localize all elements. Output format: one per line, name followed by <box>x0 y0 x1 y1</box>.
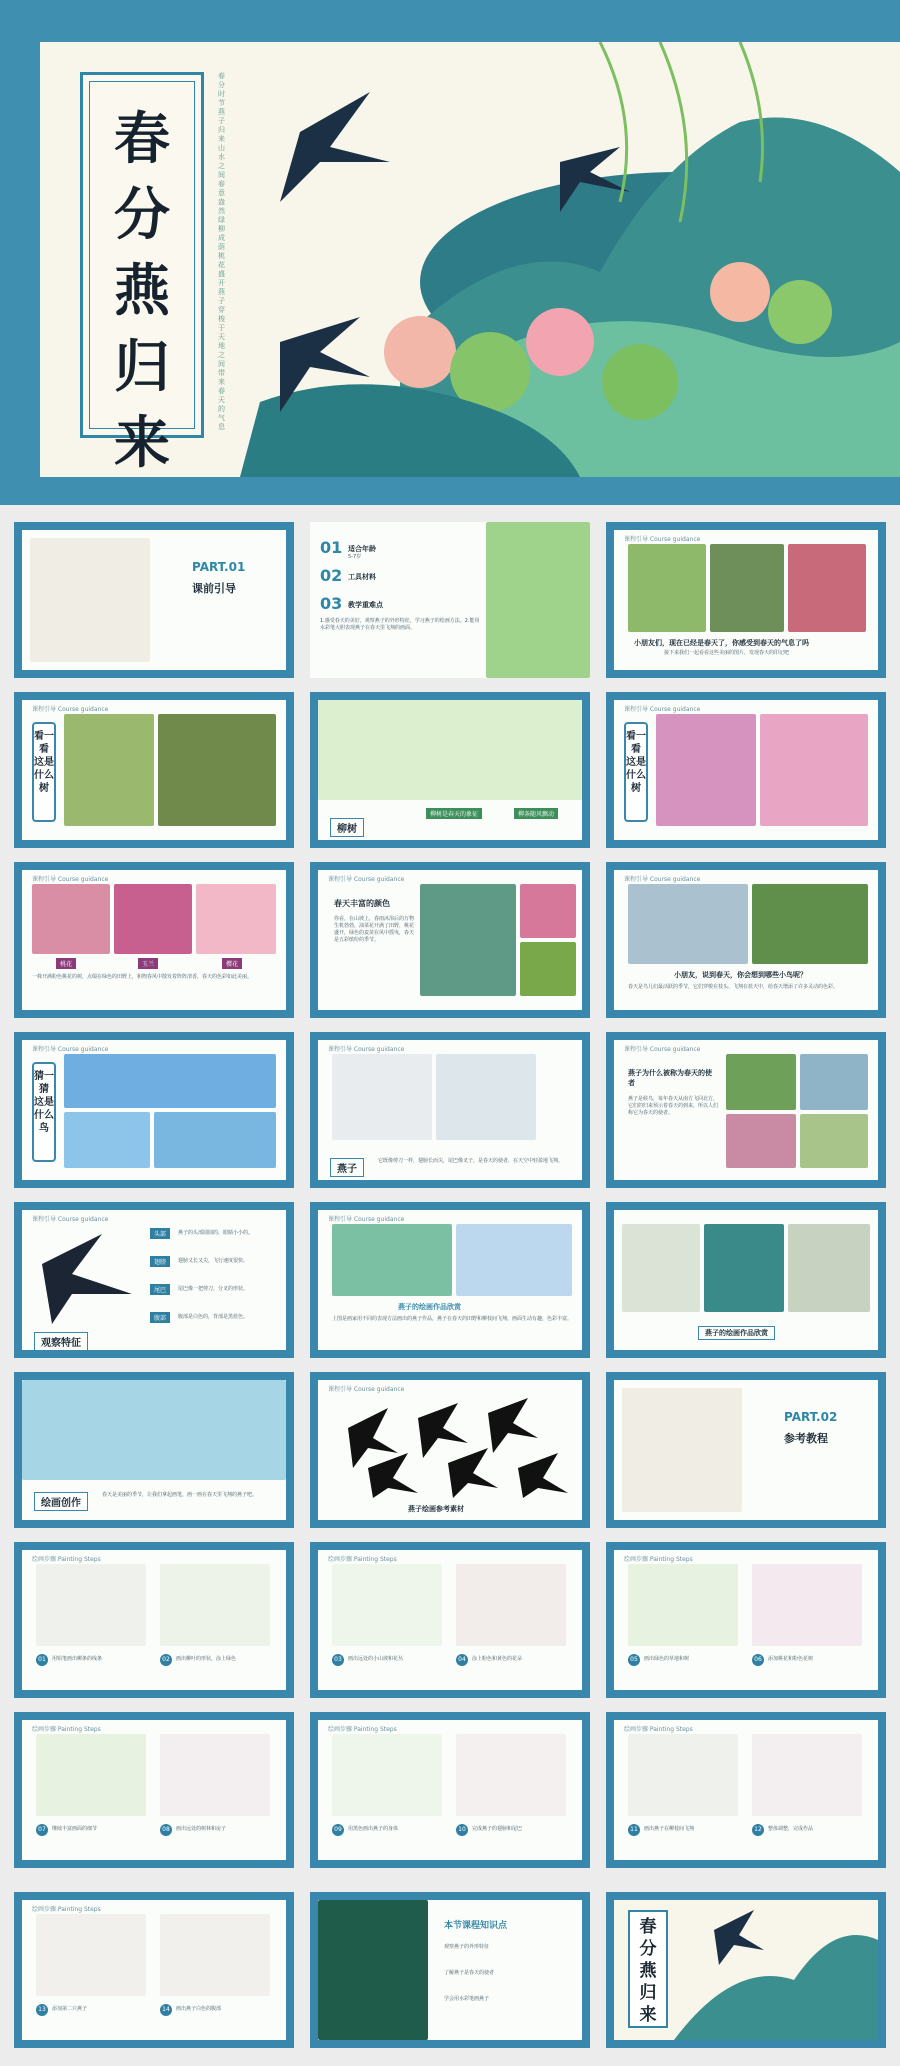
slide-header: 课程引导 Course guidance <box>32 1216 109 1223</box>
slide-header: 课程引导 Course guidance <box>32 706 109 713</box>
tree-pink <box>384 316 456 388</box>
slide-title: 燕子的绘画作品欣赏 <box>698 1326 775 1340</box>
slide-header: 绘画步骤 Painting Steps <box>328 1556 397 1563</box>
step-number: 10 <box>456 1824 468 1836</box>
swallow-image <box>30 538 150 662</box>
slide-part02[interactable] <box>606 1372 886 1528</box>
step-image <box>628 1734 738 1816</box>
part-chip: 尾巴 <box>150 1284 170 1295</box>
part-desc: 尾巴像一把剪刀，分叉的形状。 <box>178 1286 249 1292</box>
title-frame <box>80 72 204 476</box>
slide-artwork[interactable] <box>310 1202 590 1358</box>
slide-subcaption: 接下来我们一起看看这些美丽的图片，发现春天的印记吧 <box>664 650 790 656</box>
title-char: 燕 <box>114 258 170 324</box>
part-chip: 头部 <box>150 1228 170 1239</box>
slide-closing[interactable] <box>606 1892 886 2048</box>
slide-observe[interactable] <box>14 1202 294 1358</box>
step-text: 整体调整，完成作品 <box>768 1826 814 1832</box>
swallow-photo-1 <box>332 1054 432 1140</box>
flower-field-photo <box>656 714 756 826</box>
tree-pink-3 <box>710 262 770 322</box>
vertical-poem: 春分时节燕子归来山水之间春意盎然绿柳成荫桃花盛开燕子穿梭于天地之间带来春天的气息 <box>218 72 225 431</box>
magnolia-photo <box>760 714 868 826</box>
slide-steps-4[interactable] <box>14 1712 294 1868</box>
photo-2 <box>710 544 784 632</box>
slide-header: 课程引导 Course guidance <box>624 1046 701 1053</box>
slide-tree-2[interactable] <box>606 692 886 848</box>
step-image <box>160 1564 270 1646</box>
willow-label: 柳树 <box>330 818 364 837</box>
step-image <box>332 1564 442 1646</box>
step-image <box>456 1564 566 1646</box>
willow-image <box>486 522 590 678</box>
willow-photo-1 <box>64 714 154 826</box>
slide-tree-1[interactable] <box>14 692 294 848</box>
magnolia-photo <box>114 884 192 954</box>
item-number: 01 <box>320 538 343 557</box>
step-image <box>752 1564 862 1646</box>
step-number: 14 <box>160 2004 172 2016</box>
knowledge-item: 学会用水彩笔画燕子 <box>444 1996 490 2002</box>
field-photo <box>726 1054 796 1110</box>
cover-title <box>83 101 201 477</box>
willow-illustration <box>318 700 582 800</box>
slide-birds-question[interactable] <box>606 862 886 1018</box>
slide-steps-5[interactable] <box>310 1712 590 1868</box>
info-chip: 柳树是春天的象征 <box>426 808 482 819</box>
photo-1 <box>628 544 706 632</box>
vertical-label: 看一看 这是什么树 <box>624 722 648 822</box>
step-text: 画出柳叶的形状，涂上绿色 <box>176 1656 237 1662</box>
slide-title: 燕子绘画参考素材 <box>408 1505 464 1513</box>
step-text: 用黑色画出燕子的身体 <box>348 1826 399 1832</box>
step-text: 继续丰富画面的细节 <box>52 1826 98 1832</box>
item-number: 03 <box>320 594 343 613</box>
swallow-photo-1 <box>64 1112 150 1168</box>
step-text: 添加桃花和粉色花树 <box>768 1656 814 1662</box>
part-label: PART.02 <box>784 1410 838 1424</box>
slide-body: 燕子是候鸟，每年春天从南方飞回北方，它们的归来预示着春天的到来，所以人们称它为春天的使者。 <box>628 1096 719 1116</box>
slide-header: 绘画步骤 Painting Steps <box>32 1556 101 1563</box>
slide-create[interactable] <box>14 1372 294 1528</box>
title-char: 分 <box>639 1939 657 1959</box>
slide-title: 燕子为什么被称为春天的使者 <box>628 1069 712 1087</box>
slide-header: 课程引导 Course guidance <box>32 876 109 883</box>
slide-knowledge[interactable] <box>310 1892 590 2048</box>
tree-green-3 <box>768 280 832 344</box>
slide-swallow-messenger[interactable] <box>606 1032 886 1188</box>
step-image-14 <box>160 1914 270 1996</box>
step-image <box>332 1734 442 1816</box>
slide-part01[interactable] <box>14 522 294 678</box>
slide-artwork-2[interactable] <box>606 1202 886 1358</box>
slide-header: 课程引导 Course guidance <box>328 876 405 883</box>
photo-3 <box>788 544 866 632</box>
objective-body: 1.感受春天的美好，观察燕子的外形特征，学习燕子的绘画方法。2.能用水彩笔大胆表现燕子在春天里飞翔的画面。 <box>320 618 480 631</box>
slide-flowers[interactable] <box>14 862 294 1018</box>
step-image <box>456 1734 566 1816</box>
artwork-1 <box>622 1224 700 1312</box>
blossom-photo <box>726 1114 796 1168</box>
slide-steps-7[interactable] <box>14 1892 294 2048</box>
part-desc: 燕子的头部圆圆的，眼睛小小的。 <box>178 1230 254 1236</box>
observe-label: 观察特征 <box>34 1332 88 1350</box>
title-char: 归 <box>639 1983 657 2003</box>
slide-caption: 上图是画家用不同的表现方法画出的燕子作品，燕子在春天的田野和柳枝间飞翔，画面生动有趣，色彩丰富。 <box>332 1316 573 1322</box>
slide-header: 课程引导 Course guidance <box>328 1216 405 1223</box>
title-char: 春 <box>114 106 170 172</box>
swallow-label: 燕子 <box>330 1158 364 1177</box>
age-text: 5-7岁 <box>348 554 362 560</box>
artwork-2 <box>456 1224 572 1296</box>
step-number: 03 <box>332 1654 344 1666</box>
slide-header: 课程引导 Course guidance <box>32 1046 109 1053</box>
slide-header: 课程引导 Course guidance <box>328 1046 405 1053</box>
vertical-label: 看一看 这是什么树 <box>32 722 56 822</box>
step-image <box>36 1734 146 1816</box>
swallow-image <box>622 1388 742 1512</box>
swallow-large <box>280 92 390 202</box>
slide-title: 燕子的绘画作品欣赏 <box>398 1303 461 1311</box>
spring-scene <box>22 1380 286 1480</box>
swallow-photo-2 <box>154 1112 276 1168</box>
field-photo-2 <box>520 942 576 996</box>
slide-title: 春天丰富的颜色 <box>334 899 390 908</box>
cover-slide <box>0 0 900 505</box>
step-image <box>752 1734 862 1816</box>
step-image <box>160 1734 270 1816</box>
slide-caption: 春天是美丽的季节，让我们拿起画笔，画一画在春天里飞翔的燕子吧。 <box>102 1492 258 1498</box>
part-chip: 腹部 <box>150 1312 170 1323</box>
artwork-3 <box>788 1224 870 1312</box>
branch-photo <box>628 884 748 964</box>
step-image-13 <box>36 1914 146 1996</box>
title-char: 分 <box>114 182 170 248</box>
slide-title: 本节课程知识点 <box>444 1921 508 1931</box>
slide-header: 课程引导 Course guidance <box>624 536 701 543</box>
part-title: 课前引导 <box>192 582 236 595</box>
tree-pink-2 <box>526 308 594 376</box>
slide-subcaption: 春天是鸟儿们最活跃的季节，它们穿梭在枝头、飞翔在蓝天中，给春天增添了许多灵动的色彩。 <box>628 984 839 990</box>
peach-photo <box>32 884 110 954</box>
step-number: 09 <box>332 1824 344 1836</box>
item-number: 02 <box>320 566 343 585</box>
slide-header: 课程引导 Course guidance <box>624 876 701 883</box>
landscape-photo <box>420 884 516 996</box>
step-number: 05 <box>628 1654 640 1666</box>
tree-green-2 <box>602 344 678 420</box>
step-text: 用铅笔画出柳条的线条 <box>52 1656 103 1662</box>
title-char: 来 <box>639 2005 657 2025</box>
part-title: 参考教程 <box>784 1432 828 1445</box>
step-text: 画出燕子在柳枝间飞翔 <box>644 1826 695 1832</box>
step-image <box>628 1564 738 1646</box>
tree-bird-photo <box>752 884 868 964</box>
slide-header: 课程引导 Course guidance <box>328 1386 405 1393</box>
swallow-group <box>338 1398 568 1498</box>
part-desc: 翅膀又长又尖，飞行速度很快。 <box>178 1258 249 1264</box>
part-chip: 翅膀 <box>150 1256 170 1267</box>
closing-title <box>628 1910 668 2028</box>
step-number: 04 <box>456 1654 468 1666</box>
item-label: 教学重难点 <box>348 601 383 609</box>
slide-caption: 它既像剪刀一样，翅膀长而尖，尾巴像叉子，是春天的使者，在天空中轻盈地飞翔。 <box>378 1158 564 1164</box>
slide-objectives[interactable] <box>310 522 590 678</box>
slide-header: 课程引导 Course guidance <box>624 706 701 713</box>
slide-swallow[interactable] <box>310 1032 590 1188</box>
knowledge-item: 观察燕子的外形特征 <box>444 1944 490 1950</box>
slide-steps-2[interactable] <box>310 1542 590 1698</box>
slide-header: 绘画步骤 Painting Steps <box>32 1726 101 1733</box>
part-desc: 腹部是白色的，背部是黑蓝色。 <box>178 1314 249 1320</box>
slide-steps-3[interactable] <box>606 1542 886 1698</box>
flower-chip: 玉兰 <box>138 958 158 969</box>
field-photo-1 <box>520 884 576 938</box>
title-char: 燕 <box>639 1961 657 1981</box>
step-text: 添加第二只燕子 <box>52 2006 88 2012</box>
swallow-drawing <box>32 1224 142 1334</box>
slide-steps-1[interactable] <box>14 1542 294 1698</box>
info-chip: 柳条随风飘动 <box>514 808 558 819</box>
title-char: 归 <box>114 334 170 400</box>
cover-canvas <box>40 42 900 477</box>
knowledge-item: 了解燕子是春天的使者 <box>444 1970 495 1976</box>
swallow-sky-photo <box>64 1054 276 1108</box>
slide-header: 绘画步骤 Painting Steps <box>32 1906 101 1913</box>
slide-willow[interactable] <box>310 692 590 848</box>
create-label: 绘画创作 <box>34 1492 88 1511</box>
step-text: 画出燕子白色的腹部 <box>176 2006 222 2012</box>
slide-steps-6[interactable] <box>606 1712 886 1868</box>
item-label: 工具材料 <box>348 573 376 581</box>
title-char: 春 <box>639 1917 657 1937</box>
title-char: 来 <box>114 410 170 476</box>
step-number: 07 <box>36 1824 48 1836</box>
sky-photo <box>800 1054 868 1110</box>
vertical-label: 猜一猜 这是什么鸟 <box>32 1062 56 1162</box>
step-number: 06 <box>752 1654 764 1666</box>
flower-chip: 樱花 <box>222 958 242 969</box>
slide-spring-question[interactable] <box>606 522 886 678</box>
slide-header: 绘画步骤 Painting Steps <box>624 1556 693 1563</box>
step-image <box>36 1564 146 1646</box>
step-text: 画出绿色的草地和树 <box>644 1656 690 1662</box>
step-text: 画出远处的小山坡和花丛 <box>348 1656 404 1662</box>
slide-caption: 小朋友，说到春天，你会想到哪些小鸟呢？ <box>674 971 807 979</box>
step-number: 02 <box>160 1654 172 1666</box>
step-number: 13 <box>36 2004 48 2016</box>
artwork-2 <box>704 1224 784 1312</box>
slide-header: 绘画步骤 Painting Steps <box>624 1726 693 1733</box>
step-text: 涂上粉色和黄色的花朵 <box>472 1656 523 1662</box>
swallow-photo-2 <box>436 1054 536 1140</box>
artwork-1 <box>332 1224 452 1296</box>
willow-photo-2 <box>158 714 276 826</box>
slide-spring-colors[interactable] <box>310 862 590 1018</box>
closing-illustration <box>674 1900 878 2040</box>
meadow-photo <box>800 1114 868 1168</box>
finished-artwork <box>318 1900 428 2040</box>
part-label: PART.01 <box>192 560 246 574</box>
slide-header: 绘画步骤 Painting Steps <box>328 1726 397 1733</box>
slide-reference[interactable] <box>310 1372 590 1528</box>
item-label: 适合年龄 <box>348 545 376 553</box>
step-text: 完成燕子的翅膀和尾巴 <box>472 1826 523 1832</box>
cherry-photo <box>196 884 276 954</box>
step-text: 画出远处的树林和房子 <box>176 1826 227 1832</box>
step-number: 01 <box>36 1654 48 1666</box>
slide-guess-bird[interactable] <box>14 1032 294 1188</box>
slide-body: 你看，在山坡上，春雨沐浴后的万物生机勃勃，油菜花开满了田野，桃花盛开，绿色的麦苗在风中摇曳，春天是五彩缤纷的季节。 <box>334 916 415 943</box>
slide-caption: 小朋友们，现在已经是春天了，你感受到春天的气息了吗 <box>634 639 809 647</box>
step-number: 11 <box>628 1824 640 1836</box>
step-number: 12 <box>752 1824 764 1836</box>
flower-chip: 桃花 <box>56 958 76 969</box>
slide-caption: 一株开满粉色桃花的树，点缀在绿色的田野上，和煦春风中散发着阵阵清香，春天的色彩如此美丽。 <box>32 974 253 980</box>
step-number: 08 <box>160 1824 172 1836</box>
